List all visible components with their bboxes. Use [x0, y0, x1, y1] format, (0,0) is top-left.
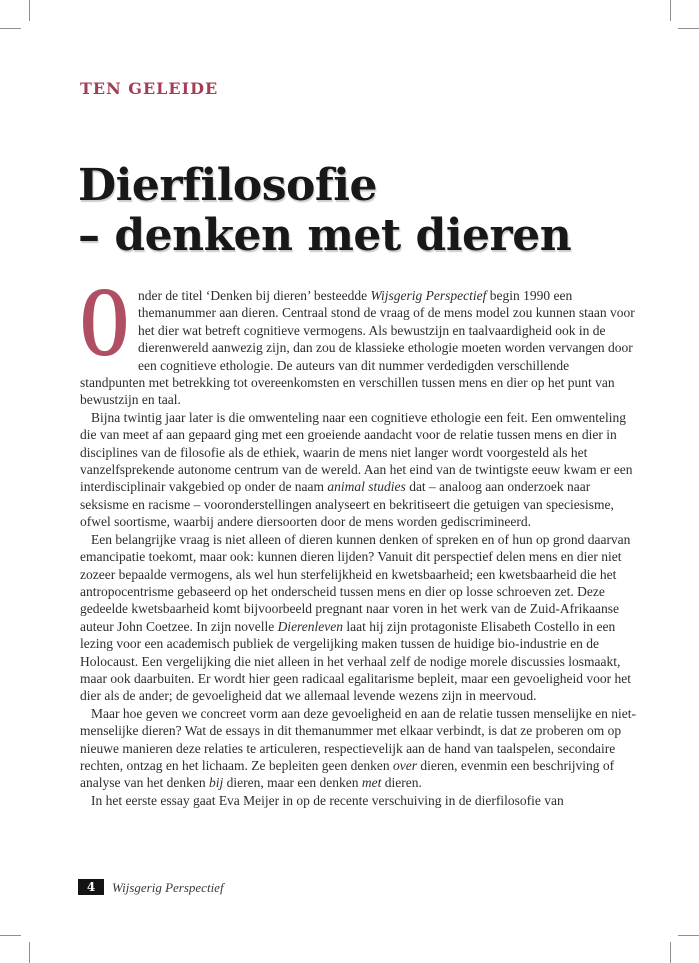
paragraph: Een belangrijke vraag is niet alleen of dieren kunnen denken of spreken en of hun op grond daarvan emancipatie toekomt, maar ook: kunnen dieren lijden? Vanuit dit perspectief delen mens en dier niet zozeer bepaalde vermogens, als wel hun sterfelijkheid en kwetsbaarheid; een kwetsbaarheid die het antropocentrisme gebaseerd op het onderscheid tussen mens en dier op losse schroeven zet. Deze gedeelde kwetsbaarheid komt bijvoorbeeld pregnant naar voren in het werk van de Zuid-Afrikaanse auteur John Coetzee. In zijn novelle Dierenleven laat hij zijn protagoniste Elisabeth Costello in een lezing voor een academisch publiek de vergelijking maken tussen de huidige bio-industrie en de Holocaust. Een vergelijking die niet alleen in het verhaal zelf de nodige morele discussies losmaakt, maar ook daarbuiten. Er wordt hier geen radicaal egalitarisme bepleit, maar een gevoeligheid voor het dier als de ander; de gevoeligheid dat we allemaal levende wezens zijn in meervoud. — [80, 531, 632, 704]
crop-mark-top-left-horizontal — [0, 28, 21, 29]
crop-mark-bottom-left-horizontal — [0, 935, 21, 936]
article-title-line-1: Dierfilosofie — [78, 160, 378, 211]
crop-mark-bottom-left-vertical — [29, 942, 30, 963]
paragraph: Bijna twintig jaar later is die omwenteling naar een cognitieve ethologie een feit. Een omwenteling die van meet af aan gepaard ging met een groeiende aandacht voor de relatie tussen mens en dier in disciplines van de filosofie als de ethiek, waarin de mens niet langer wordt voorgesteld als het vanzelfsprekende autonome centrum van de wereld. Aan het eind van de twintigste eeuw kwam er een interdisciplinair vakgebied op onder de naam animal studies dat – analoog aan onderzoek naar seksisme en racisme – vooronderstellingen analyseert en bekritiseert die getuigen van speciesisme, ofwel soortisme, waarbij andere diersoorten door de mens worden gediscrimineerd. — [80, 409, 633, 530]
crop-mark-top-right-vertical — [670, 0, 671, 21]
crop-mark-top-right-horizontal — [678, 28, 699, 29]
page-number-badge: 4 — [78, 879, 104, 895]
section-kicker: TEN GELEIDE — [80, 79, 219, 98]
body-text — [80, 266, 637, 809]
crop-mark-top-left-vertical — [29, 0, 30, 21]
paragraph: In het eerste essay gaat Eva Meijer in op de recente verschuiving in de dierfilosofie van — [91, 792, 564, 808]
paragraph: Maar hoe geven we concreet vorm aan deze gevoeligheid en aan de relatie tussen menselijke en niet-menselijke dieren? Wat de essays in dit themanummer met elkaar verbindt, is dat ze proberen om op nieuwe manieren deze relaties te articuleren, respectievelijk aan de hand van taalspelen, secondaire rechten, ontzag en het lichaam. Ze bepleiten geen denken over dieren, evenmin een beschrijving of analyse van het denken bij dieren, maar een denken met dieren. — [80, 705, 637, 791]
crop-mark-bottom-right-vertical — [670, 942, 671, 963]
paragraph: Onder de titel ‘Denken bij dieren’ besteedde Wijsgerig Perspectief begin 1990 een themanummer aan dieren. Centraal stond de vraag of de mens model zou kunnen staan voor het dier wat betreft cognitieve vermogens. Als bewustzijn en taalvaardigheid ook in de dierenwereld aanwezig zijn, dan zou de klassieke ethologie moeten worden vervangen door een cognitieve ethologie. De auteurs van dit nummer verdedigden verschillende standpunten met betrekking tot overeenkomsten en verschillen tussen mens en dier op het punt van bewustzijn en taal. — [80, 266, 635, 408]
article-title-line-2: – denken met dieren — [78, 210, 572, 261]
crop-mark-bottom-right-horizontal — [678, 935, 699, 936]
dropcap-letter: O — [80, 266, 130, 377]
journal-title: Wijsgerig Perspectief — [112, 880, 224, 895]
article-title — [78, 161, 658, 261]
